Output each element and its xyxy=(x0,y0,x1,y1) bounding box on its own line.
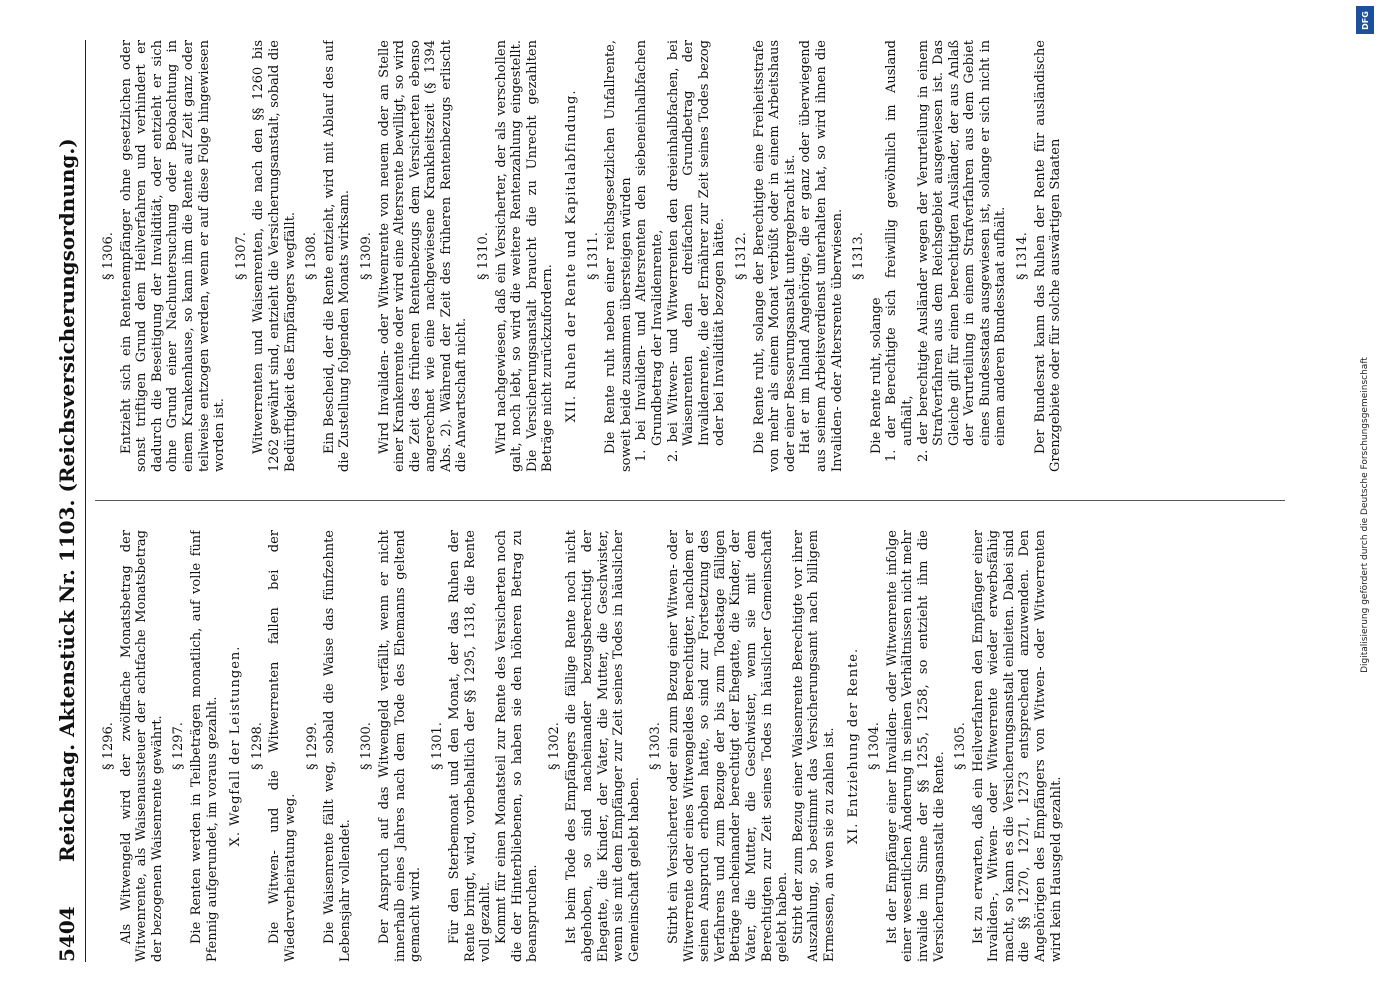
section-number: § 1301. xyxy=(429,722,445,770)
paragraph: Hat er im Inland Angehörige, die er ganz oder überwiegend aus seinem Arbeitsverdienst unterhalten hat, so wird ihnen die Invaliden- oder Altersrente überwiesen. xyxy=(798,40,845,472)
section-number: § 1298. xyxy=(249,722,265,770)
section-number: § 1308. xyxy=(304,232,320,280)
section-number: § 1313. xyxy=(851,232,867,280)
chapter-heading: XII. Ruhen der Rente und Kapitalabfindung. xyxy=(564,89,580,423)
paragraph: Stirbt ein Versicherter oder ein zum Bezug einer Witwen- oder Witwerrente oder eines Witwengeldes Berechtigter, nachdem er seinen Anspruch erhoben hatte, so sind zur Fortsetzung des Verfahrens und zum Bezuge der bis zum Todestage fälligen Beträge nacheinander berechtigt der Ehegatte, die Kinder, der Vater, die Mutter, die Geschwister, wenn sie mit dem Berechtigten zur Zeit seines Todes in häuslicher Gemeinschaft gelebt haben. xyxy=(666,530,791,962)
list-item: 1. bei Invaliden- und Altersrenten den siebeneinhalbfachen Grundbetrag der Invalidenrente, xyxy=(634,40,665,462)
section-number: § 1312. xyxy=(733,232,749,280)
section-number: § 1300. xyxy=(359,722,375,770)
section-number: § 1307. xyxy=(233,232,249,280)
paragraph: Die Rente ruht neben einer reichsgesetzlichen Unfallrente, soweit beide zusammen übersteigen würden xyxy=(603,40,634,472)
section-number: § 1299. xyxy=(304,722,320,770)
chapter-heading: X. Wegfall der Leistungen. xyxy=(228,645,244,847)
paragraph: Die Rente ruht, solange xyxy=(868,297,884,454)
paragraph: Kommt für einen Monatsteil zur Rente des Versicherten noch die der Hinterbliebenen, so haben sie den höheren Betrag zu beanspruchen. xyxy=(494,530,541,962)
paragraph: Ist der Empfänger einer Invaliden- oder Witwenrente infolge einer wesentlichen Änderung in seinen Verhältnissen nicht mehr invalide im Sinne der §§ 1255, 1258, so entzieht ihm die Versicherungsanstalt die Rente. xyxy=(884,530,947,962)
paragraph: Für den Sterbemonat und den Monat, der das Ruhen der Rente bringt, wird, vorbehaltlich der §§ 1295, 1318, die Rente voll gezahlt. xyxy=(447,530,494,962)
section-number: § 1302. xyxy=(546,722,562,770)
column-divider xyxy=(95,500,1285,501)
page-header xyxy=(55,40,86,962)
paragraph: Stirbt der zum Bezug einer Waisenrente Berechtigte vor ihrer Auszahlung, so bestimmt das Versicherungsamt nach billigem Ermessen, an wen sie zu zahlen ist. xyxy=(790,530,837,962)
section-number: § 1306. xyxy=(101,232,116,280)
paragraph: Witwerrenten und Waisenrenten, die nach den §§ 1260 bis 1262 gewährt sind, entzieht die Versicherungsanstalt, sobald die Bedürftigkeit des Empfängers wegfällt. xyxy=(251,40,298,472)
section-number: § 1304. xyxy=(867,722,883,770)
list-item: 1. der Berechtigte sich freiwillig gewöhnlich im Ausland aufhält, xyxy=(884,40,915,462)
right-column xyxy=(95,40,1285,472)
paragraph: Die Renten werden in Teilbeträgen monatlich, auf volle fünf Pfennig aufgerundet, im voraus gezahlt. xyxy=(188,530,220,962)
running-title: Reichstag. Aktenstück Nr. 1103. (Reichsversicherungsordnung.) xyxy=(55,138,79,862)
section-number: § 1296. xyxy=(101,722,116,770)
paragraph: Die Witwen- und die Witwerrenten fallen bei der Wiederverheiratung weg. xyxy=(267,530,298,962)
paragraph: Ein Bescheid, der die Rente entzieht, wird mit Ablauf des auf die Zustellung folgenden Monats wirksam. xyxy=(321,40,353,472)
paragraph: Ist beim Tode des Empfängers die fällige Rente noch nicht abgehoben, so sind nacheinander bezugsberechtigt der Ehegatte, die Kinder, der Vater, die Mutter, die Geschwister, wenn sie mit dem Empfänger zur Zeit seines Todes in häuslicher Gemeinschaft gelebt haben. xyxy=(564,530,642,962)
left-column xyxy=(95,530,1285,962)
dfg-logo-text: DFG xyxy=(1360,10,1370,30)
section-number: § 1303. xyxy=(648,722,664,770)
paragraph: Der Bundesrat kann das Ruhen der Rente für ausländische Grenzgebiete oder für solche auswärtigen Staaten xyxy=(1032,40,1064,472)
digitization-note-text: Digitalisierung gefördert durch die Deutsche Forschungsgemeinschaft xyxy=(1360,357,1370,673)
section-number: § 1311. xyxy=(585,232,601,280)
paragraph: Die Waisenrente fällt weg, sobald die Waise das fünfzehnte Lebensjahr vollendet. xyxy=(322,530,353,962)
list-item: 2. der berechtigte Ausländer wegen der Verurteilung in einem Strafverfahren aus dem Reichsgebiet ausgewiesen ist. Das Gleiche gilt für einen berechtigten Ausländer, der aus Anlaß der Verurteilung in einem Strafverfahren aus dem Gebiet eines Bundesstaats ausgewiesen ist, solange er sich nicht in einem anderen Bundesstaat aufhält. xyxy=(915,40,1009,462)
section-number: § 1305. xyxy=(953,722,969,770)
paragraph: Ist zu erwarten, daß ein Heilverfahren den Empfänger einer Invaliden-, Witwen- oder Witwerrente wieder erwerbsfähig macht, so kann es die Versicherungsanstalt einleiten. Dabei sind die §§ 1270, 1271, 1273 entsprechend anzuwenden. Den Angehörigen des Empfängers von Witwen- oder Witwerrenten wird kein Hausgeld gezahlt. xyxy=(970,530,1064,962)
dfg-logo xyxy=(1356,6,1374,34)
paragraph: Wird Invaliden- oder Witwenrente von neuem oder an Stelle einer Krankenrente oder wird eine Altersrente bewilligt, so wird die Zeit des früheren Rentenbezugs dem Versicherten ebenso angerechnet wie eine nachgewiesene Krankheitszeit (§ 1394 Abs. 2). Während der Zeit des früheren Rentenbezugs erlischt die Anwartschaft nicht. xyxy=(376,40,470,472)
digitization-note xyxy=(1355,40,1375,990)
section-number: § 1310. xyxy=(476,232,492,280)
section-number: § 1309. xyxy=(358,232,374,280)
chapter-heading: XI. Entziehung der Rente. xyxy=(845,647,861,845)
paragraph: Entzieht sich ein Rentenempfänger ohne gesetzlichen oder sonst triftigen Grund dem Heilverfahren und verhindert er dadurch die Beseitigung der Invalidität, oder entzieht er sich ohne Grund einer Nachuntersuchung oder Beobachtung in einem Krankenhause, so kann ihm die Rente auf Zeit ganz oder teilweise entzogen werden, wenn er auf diese Folge hingewiesen worden ist. xyxy=(118,40,228,472)
paragraph: Der Anspruch auf das Witwengeld verfällt, wenn er nicht innerhalb eines Jahres nach dem Tode des Ehemanns geltend gemacht wird. xyxy=(376,530,424,962)
page-number: 5404 xyxy=(55,906,79,962)
section-number: § 1314. xyxy=(1015,232,1031,280)
section-number: § 1297. xyxy=(171,722,187,770)
paragraph: Wird nachgewiesen, daß ein Versicherter, der als verschollen galt, noch lebt, so wird die weitere Rentenzahlung eingestellt. Die Versicherungsanstalt braucht die zu Unrecht gezahlten Beträge nicht zurückzufordern. xyxy=(493,40,556,472)
list-item: 2. bei Witwen- und Witwerrenten den dreieinhalbfachen, bei Waisenrenten den dreifachen Grundbetrag der Invalidenrente, die der Ernährer zur Zeit seines Todes bezog oder bei Invalidität bezogen hätte. xyxy=(665,40,728,462)
paragraph: Die Rente ruht, solange der Berechtigte eine Freiheitsstrafe von mehr als einem Monat verbüßt oder in einem Arbeitshaus oder einer Besserungsanstalt untergebracht ist. xyxy=(751,40,798,472)
paragraph: Als Witwengeld wird der zwölffache Monatsbetrag der Witwenrente, als Waisenaussteuer der achtfache Monatsbetrag der bezogenen Waisenrente gewährt. xyxy=(118,530,165,962)
